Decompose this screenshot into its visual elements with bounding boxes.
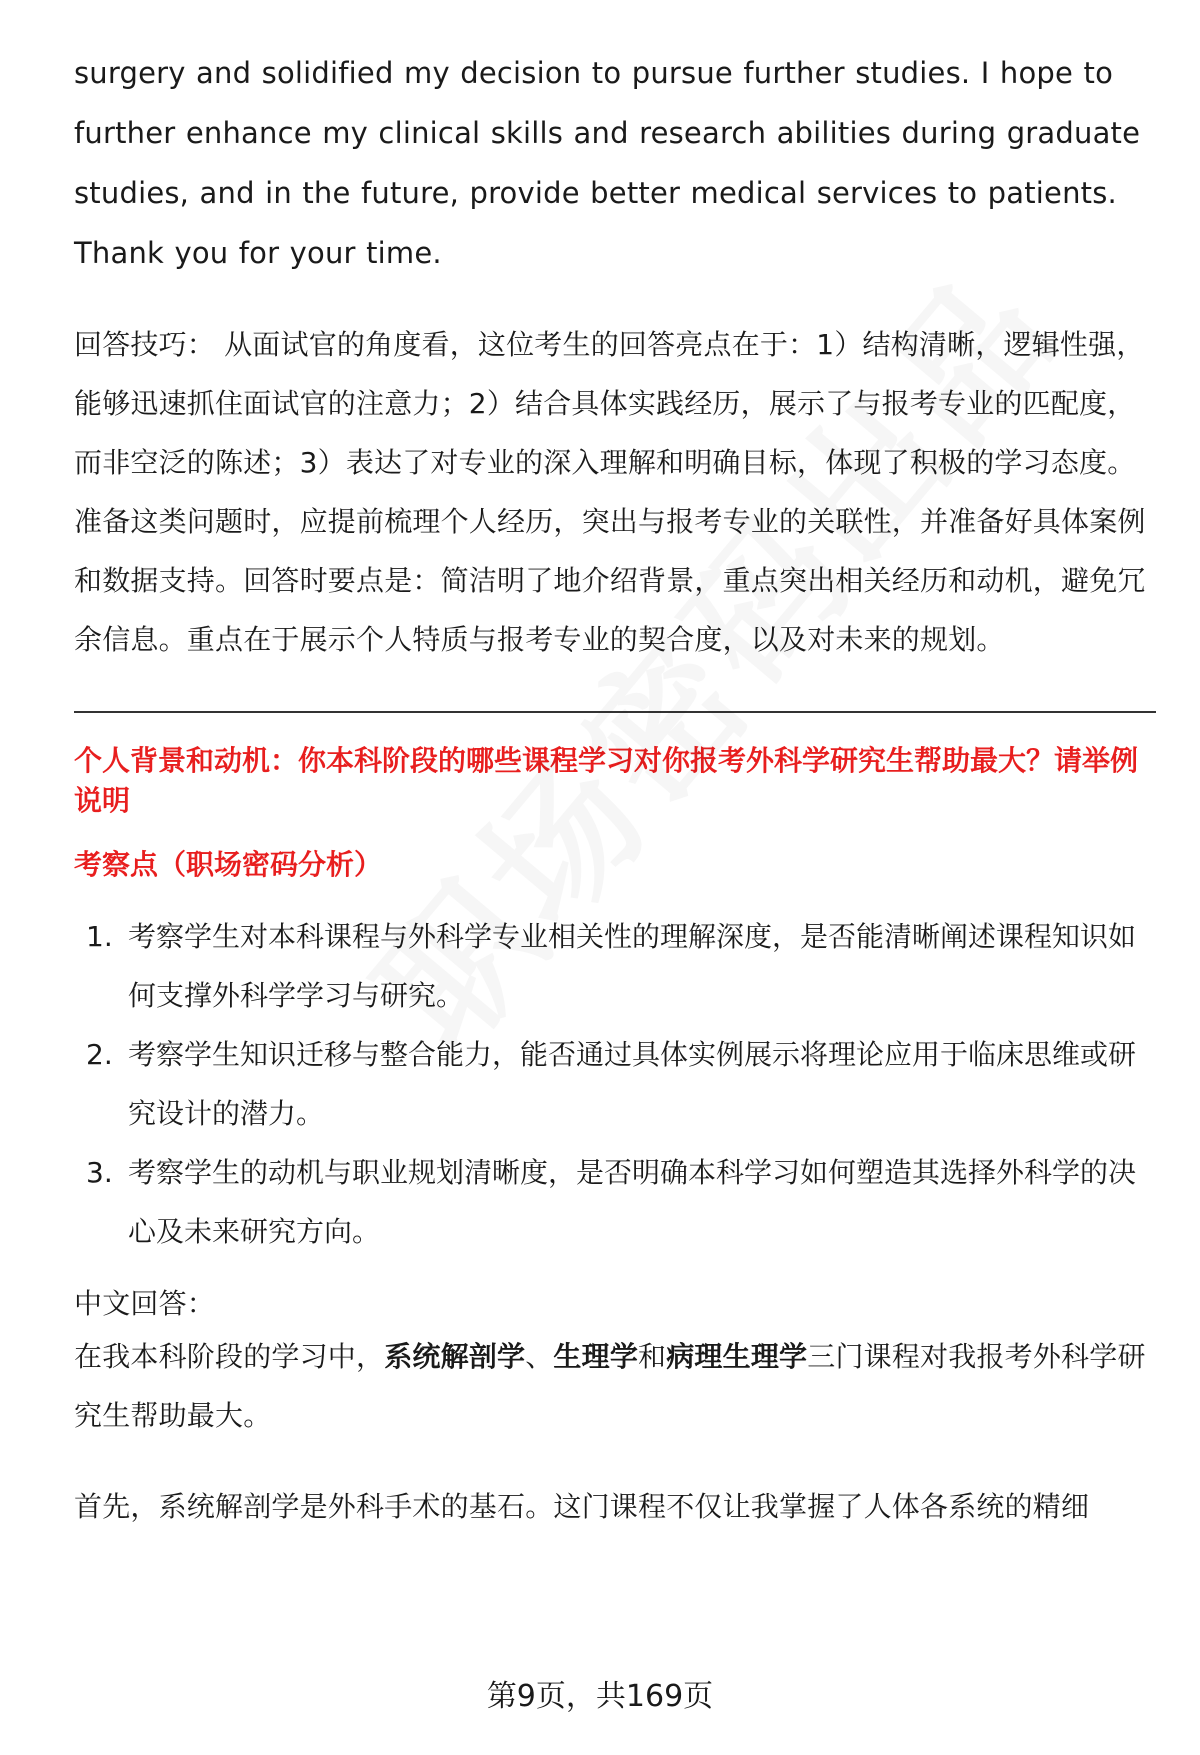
list-item-number: 2. — [86, 1038, 113, 1071]
chinese-answer-intro — [74, 1327, 1156, 1445]
answer-tips: 回答技巧： 从面试官的角度看，这位考生的回答亮点在于：1）结构清晰，逻辑性强，能够迅速抓住面试官的注意力；2）结合具体实践经历，展示了与报考专业的匹配度，而非空泛的陈述；3）表达了对专业的深入理解和明确目标，体现了积极的学习态度。准备这类问题时，应提前梳理个人经历，突出与报考专业的关联性，并准备好具体案例和数据支持。回答时要点是：简洁明了地介绍背景，重点突出相关经历和动机，避免冗余信息。重点在于展示个人特质与报考专业的契合度，以及对未来的规划。 — [74, 328, 1146, 656]
list-item-number: 3. — [86, 1156, 113, 1189]
list-item-number: 1. — [86, 920, 113, 953]
intro-text-start: 在我本科阶段的学习中， — [74, 1340, 385, 1373]
assessment-points-title: 考察点（职场密码分析） — [74, 848, 383, 881]
list-item-text: 考察学生的动机与职业规划清晰度，是否明确本科学习如何塑造其选择外科学的决心及未来研究方向。 — [128, 1156, 1137, 1248]
list-item — [74, 1025, 1156, 1143]
page-number-footer: 第9页，共169页 — [486, 1679, 714, 1714]
course-pathophysiology: 病理生理学 — [666, 1340, 808, 1373]
course-anatomy: 系统解剖学 — [384, 1340, 526, 1373]
list-item-text: 考察学生对本科课程与外科学专业相关性的理解深度，是否能清晰阐述课程知识如何支撑外科学学习与研究。 — [128, 920, 1137, 1012]
intro-text-end: 三门课程对我报考外科学研究生帮助最大。 — [74, 1340, 1146, 1432]
section-divider — [74, 711, 1156, 713]
list-item — [74, 1143, 1156, 1261]
question-title: 个人背景和动机：你本科阶段的哪些课程学习对你报考外科学研究生帮助最大？请举例说明 — [74, 744, 1139, 817]
chinese-answer-first-paragraph: 首先，系统解剖学是外科手术的基石。这门课程不仅让我掌握了人体各系统的精细 — [74, 1490, 1090, 1523]
separator: 、 — [525, 1340, 554, 1373]
english-answer-tail: surgery and solidified my decision to pursue further studies. I hope to further enhance my clinical skills and research abilities during graduate studies, and in the future, provide better medical services to patients. Thank you for your time. — [74, 56, 1141, 270]
list-item-text: 考察学生知识迁移与整合能力，能否通过具体实例展示将理论应用于临床思维或研究设计的潜力。 — [128, 1038, 1137, 1130]
course-physiology: 生理学 — [553, 1340, 639, 1373]
page-content — [74, 43, 1156, 1536]
assessment-points-list — [74, 907, 1156, 1261]
chinese-answer-label: 中文回答： — [74, 1287, 216, 1320]
separator: 和 — [638, 1340, 667, 1373]
list-item — [74, 907, 1156, 1025]
